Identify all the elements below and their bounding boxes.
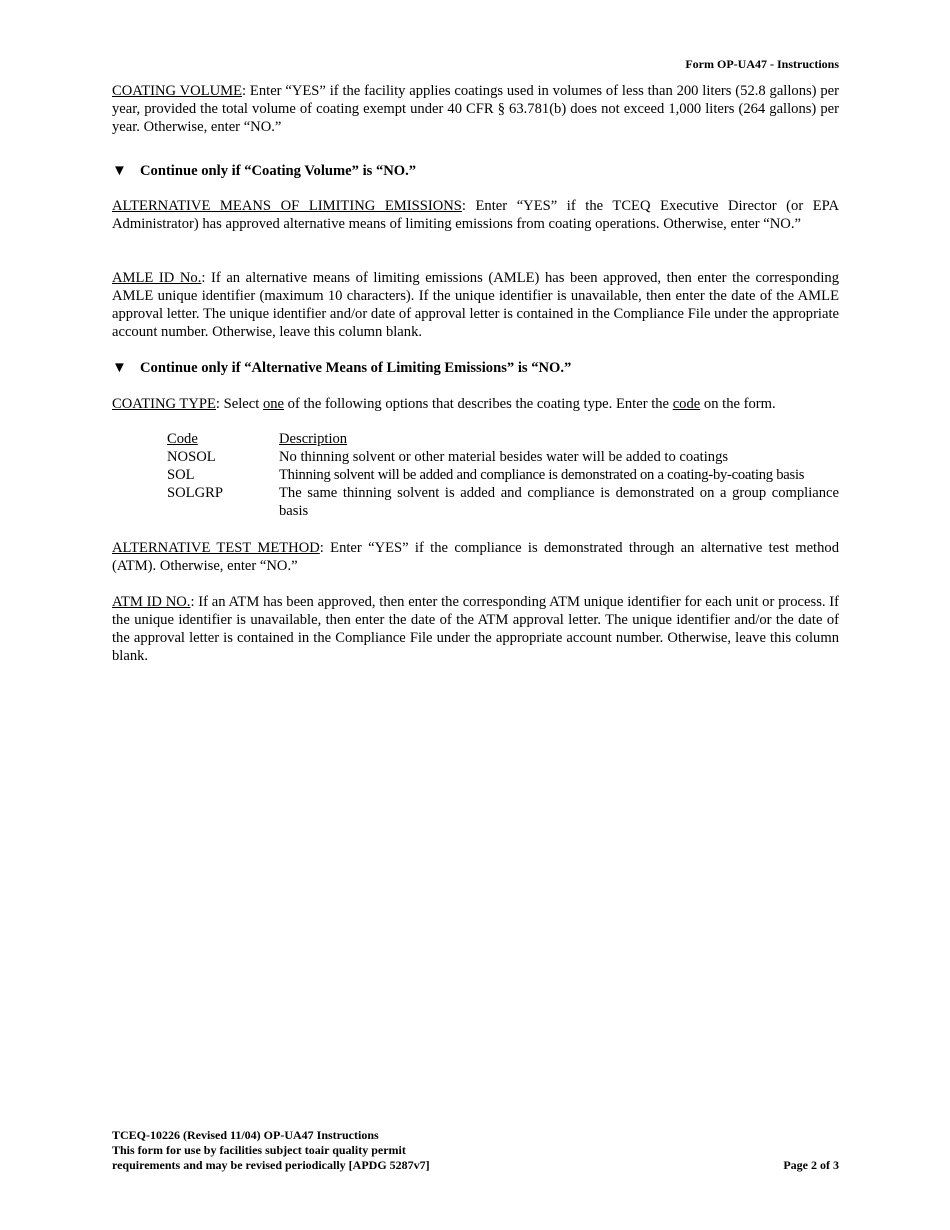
continue-text-1: Continue only if “Coating Volume” is “NO.” (140, 163, 417, 179)
coating-type-code: code (672, 396, 701, 412)
description-cell: Thinning solvent will be added and compliance is demonstrated on a coating-by-coating basis (279, 467, 805, 483)
alt-test-paragraph (112, 539, 839, 575)
alt-test-term: ALTERNATIVE TEST METHOD (112, 540, 320, 556)
continue-instruction-2 (112, 359, 571, 377)
code-cell: SOL (167, 467, 195, 483)
codes-table-header (167, 430, 839, 448)
down-triangle-icon: ▼ (112, 360, 127, 376)
footer-line-2: This form for use by facilities subject toair quality permit (112, 1143, 406, 1157)
coating-type-text-a: : Select (215, 396, 263, 412)
coating-volume-paragraph (112, 82, 839, 136)
code-column-header: Code (167, 431, 198, 447)
table-row (167, 448, 839, 466)
code-cell: SOLGRP (167, 485, 223, 501)
document-page (112, 0, 839, 1230)
alt-test-text: : Enter “YES” if the compliance is demonstrated through an alternative test method (ATM). Otherwise, enter “NO.” (112, 540, 840, 574)
coating-type-text-c: on the form. (700, 396, 776, 412)
description-column-header: Description (279, 431, 348, 447)
footer-line-1: TCEQ-10226 (Revised 11/04) OP-UA47 Instructions (112, 1128, 379, 1142)
alt-means-paragraph (112, 197, 839, 233)
form-title-header: Form OP-UA47 - Instructions (685, 57, 839, 71)
atm-id-text: : If an ATM has been approved, then enter the corresponding ATM unique identifier for each unit or process. If the unique identifier is unavailable, then enter the date of the ATM approval letter. The unique identifier and/or the date of the approval letter is contained in the Compliance File under the appropriate account number. Otherwise, leave this column blank. (112, 594, 840, 664)
coating-type-term: COATING TYPE (112, 396, 216, 412)
description-cell: The same thinning solvent is added and compliance is demonstrated on a group compliance basis (279, 485, 839, 519)
footer-line-3: requirements and may be revised periodically [APDG 5287v7] (112, 1158, 430, 1172)
coating-codes-table (167, 430, 839, 520)
table-row (167, 466, 839, 484)
coating-volume-text: : Enter “YES” if the facility applies coatings used in volumes of less than 200 liters (52.8 gallons) per year, provided the total volume of coating exempt under 40 CFR § 63.781(b) does not exceed 1,000 liters (264 gallons) per year. Otherwise, enter “NO.” (112, 83, 840, 135)
table-row (167, 484, 839, 520)
coating-type-text-b: of the following options that describes the coating type. Enter the (284, 396, 673, 412)
coating-type-one: one (262, 396, 285, 412)
amle-id-term: AMLE ID No. (112, 270, 202, 286)
atm-id-term: ATM ID NO. (112, 594, 191, 610)
code-cell: NOSOL (167, 449, 216, 465)
amle-id-paragraph (112, 269, 839, 341)
amle-id-text: : If an alternative means of limiting emissions (AMLE) has been approved, then enter the corresponding AMLE unique identifier (maximum 10 characters). If the unique identifier is unavailable, then enter the date of the AMLE approval letter. The unique identifier and/or date of approval letter is contained in the Compliance File under the appropriate account number. Otherwise, leave this column blank. (112, 270, 839, 340)
description-cell: No thinning solvent or other material besides water will be added to coatings (279, 449, 729, 465)
continue-instruction-1 (112, 162, 416, 180)
atm-id-paragraph (112, 593, 839, 665)
coating-volume-term: COATING VOLUME (112, 83, 243, 99)
footer-info (112, 1128, 430, 1173)
continue-text-2: Continue only if “Alternative Means of Limiting Emissions” is “NO.” (140, 360, 572, 376)
page-number: Page 2 of 3 (783, 1158, 839, 1172)
down-triangle-icon: ▼ (112, 163, 127, 179)
alt-means-term: ALTERNATIVE MEANS OF LIMITING EMISSIONS (112, 198, 462, 214)
alt-means-text: : Enter “YES” if the TCEQ Executive Director (or EPA Administrator) has approved alternative means of limiting emissions from coating operations. Otherwise, enter “NO.” (112, 198, 839, 232)
coating-type-paragraph (112, 395, 839, 413)
